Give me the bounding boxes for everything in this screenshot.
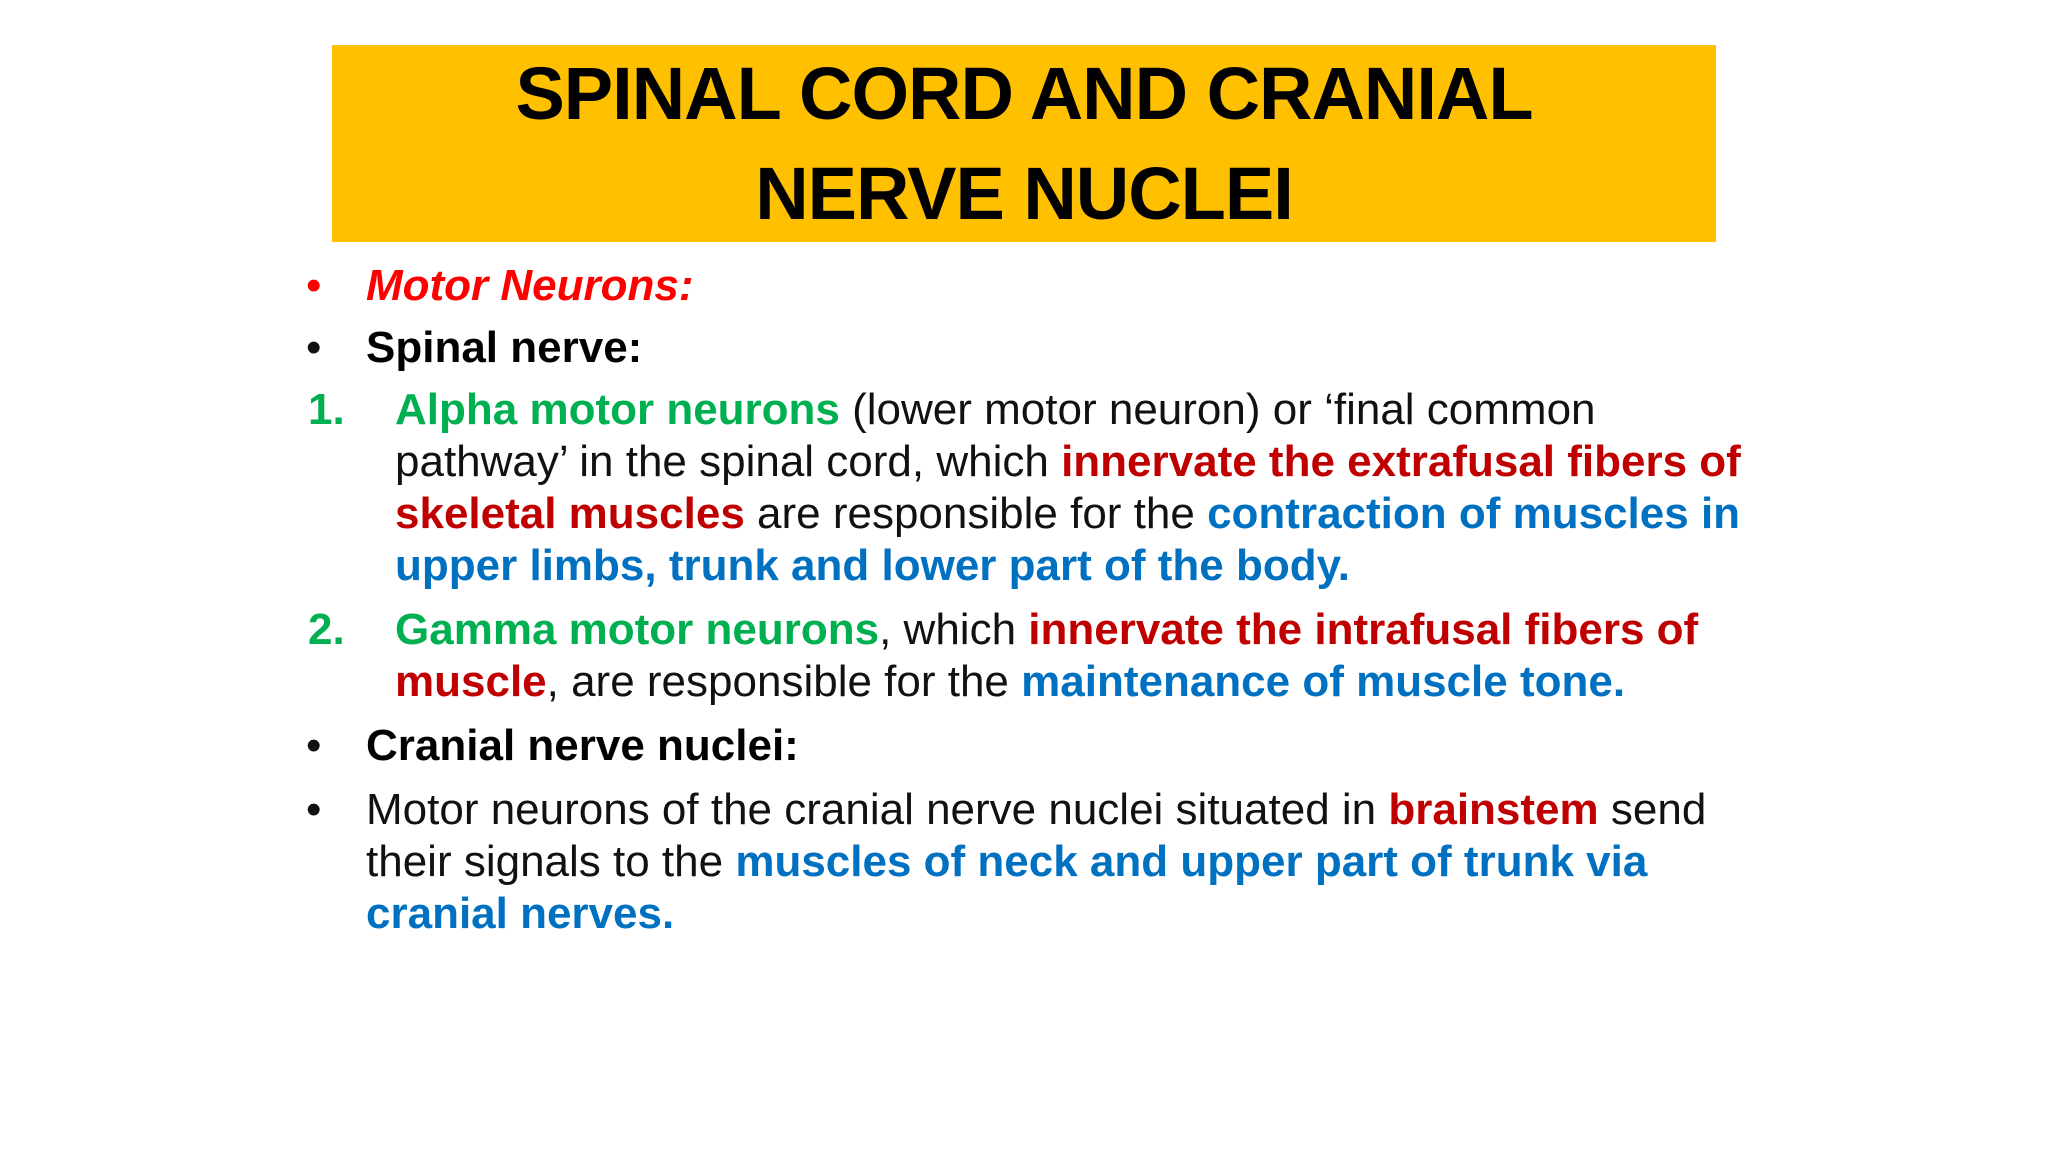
title-banner — [332, 45, 1716, 242]
title-line-2: NERVE NUCLEI — [755, 151, 1293, 235]
alpha-text-1: (lower motor neuron) or ‘final common pathway’ in the spinal cord, which — [395, 385, 1596, 486]
spinal-nerve-heading: Spinal nerve: — [366, 323, 643, 372]
alpha-highlight-blue: contraction of muscles in upper limbs, trunk and lower part of the body. — [395, 489, 1741, 590]
gamma-text-1: , which — [879, 605, 1029, 654]
alpha-highlight-red: innervate the extrafusal fibers of skeletal muscles — [395, 437, 1741, 538]
cranial-highlight-blue: muscles of neck and upper part of trunk via cranial nerves. — [366, 837, 1648, 938]
bullet-marker: • — [306, 261, 322, 310]
bullet-cranial-text — [300, 784, 1760, 940]
slide-content — [300, 260, 1760, 940]
slide-title — [515, 44, 1532, 244]
bullet-motor-neurons — [300, 260, 1760, 312]
bullet-marker: • — [306, 323, 322, 372]
bullet-cranial-nuclei — [300, 720, 1760, 772]
bullet-spinal-nerve — [300, 322, 1760, 374]
item-number: 2. — [308, 605, 345, 654]
gamma-highlight-blue: maintenance of muscle tone. — [1021, 657, 1626, 706]
motor-neurons-heading: Motor Neurons: — [366, 261, 694, 310]
numbered-item-alpha — [300, 384, 1760, 592]
cranial-text-2: send their signals to the — [366, 785, 1707, 886]
gamma-text-2: , are responsible for the — [546, 657, 1022, 706]
item-number: 1. — [308, 385, 345, 434]
alpha-text-2: are responsible for the — [744, 489, 1208, 538]
cranial-highlight-red: brainstem — [1388, 785, 1599, 834]
bullet-marker: • — [306, 785, 322, 834]
cranial-text-1: Motor neurons of the cranial nerve nuclei situated in — [366, 785, 1389, 834]
cranial-nuclei-heading: Cranial nerve nuclei: — [366, 721, 799, 770]
title-line-1: SPINAL CORD AND CRANIAL — [515, 51, 1533, 135]
gamma-term: Gamma motor neurons — [395, 605, 880, 654]
bullet-marker: • — [306, 721, 322, 770]
gamma-highlight-red: innervate the intrafusal fibers of muscle — [395, 605, 1699, 706]
alpha-term: Alpha motor neurons — [395, 385, 840, 434]
numbered-item-gamma — [300, 604, 1760, 708]
